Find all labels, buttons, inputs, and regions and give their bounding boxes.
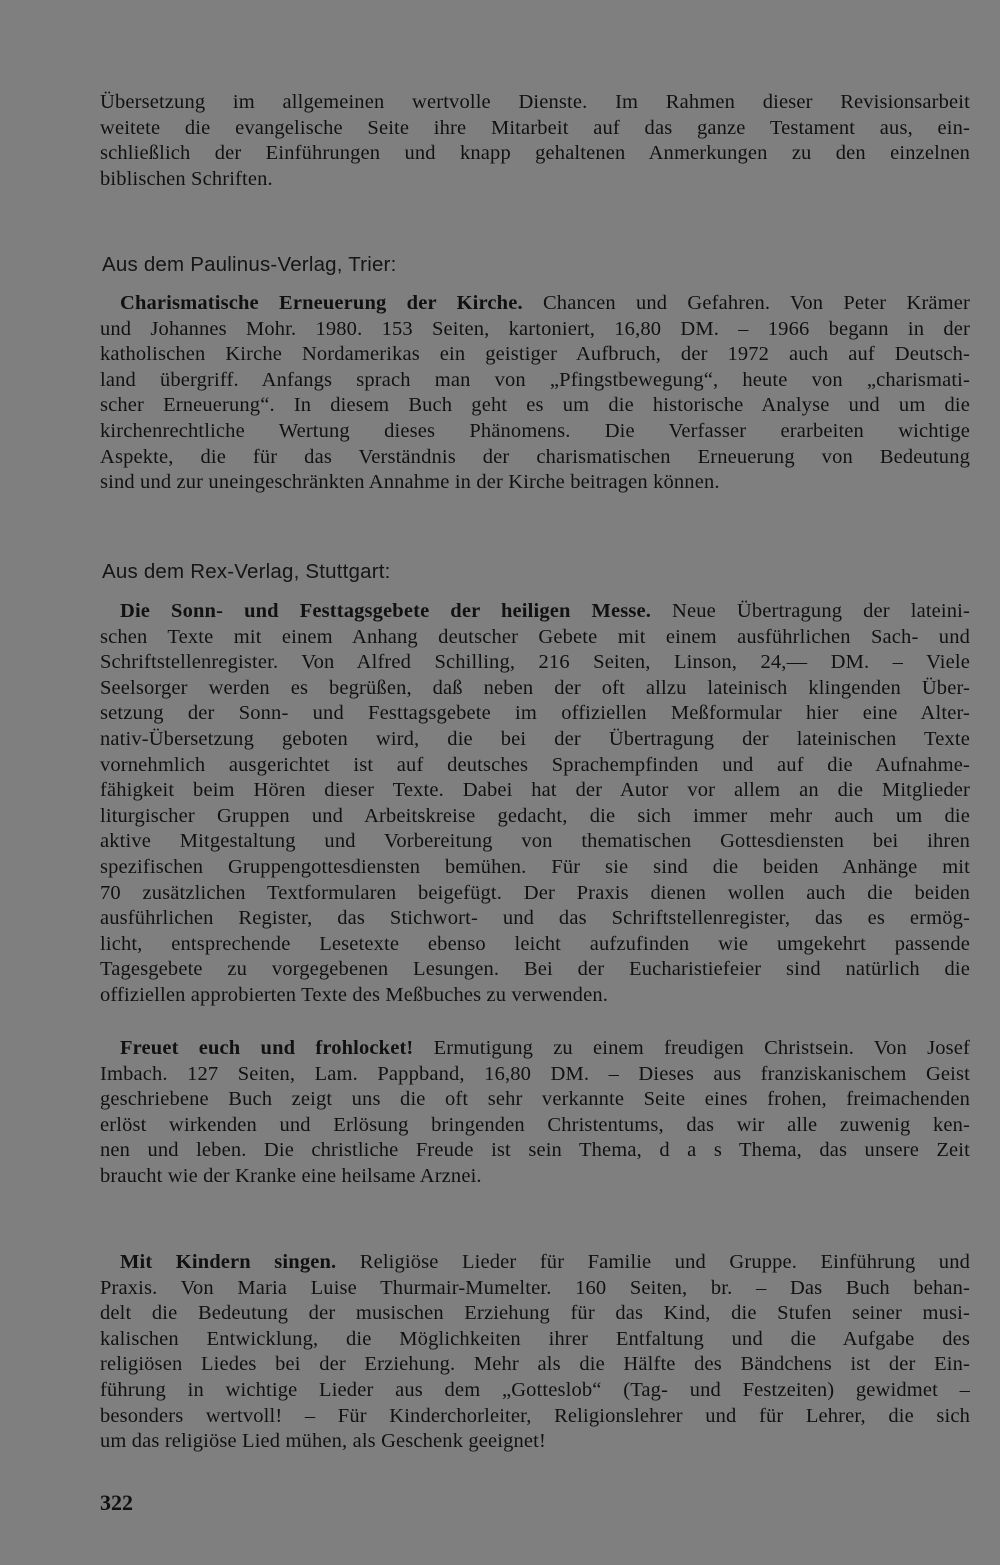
- text-line: Seelsorger werden es begrüßen, daß neben der oft allzu lateinisch klingenden Über-: [100, 676, 970, 699]
- entry-first-line: [100, 1250, 970, 1276]
- entry-first-line: [100, 1036, 970, 1062]
- book-title: Freuet euch und frohlocket!: [120, 1037, 414, 1059]
- book-entry-sonn-und-festtagsgebete: [100, 599, 970, 1009]
- text-line: liturgischer Gruppen und Arbeitskreise gedacht, die sich immer mehr auch um die: [100, 804, 970, 827]
- text-line: Imbach. 127 Seiten, Lam. Pappband, 16,80 DM. – Dieses aus franziskanischem Geist: [100, 1062, 970, 1085]
- text-line: schen Texte mit einem Anhang deutscher Gebete mit einem ausführlichen Sach- und: [100, 625, 970, 648]
- text-line: sind und zur uneingeschränkten Annahme in der Kirche beitragen können.: [100, 471, 720, 494]
- entry-first-line: [100, 599, 970, 625]
- entry-first-line-text: Ermutigung zu einem freudigen Christsein. Von Josef: [413, 1037, 970, 1059]
- book-entry-mit-kindern-singen: [100, 1250, 970, 1455]
- text-line: geschriebene Buch zeigt uns die oft sehr verkannte Seite eines frohen, freimachenden: [100, 1088, 970, 1111]
- intro-paragraph: [100, 90, 970, 192]
- text-line: braucht wie der Kranke eine heilsame Arznei.: [100, 1164, 482, 1187]
- text-line: Übersetzung im allgemeinen wertvolle Dienste. Im Rahmen dieser Revisionsarbeit: [100, 91, 970, 113]
- entry-first-line-text: Neue Übertragung der lateini-: [651, 600, 971, 622]
- publisher-heading-rex: Aus dem Rex-Verlag, Stuttgart:: [102, 560, 391, 583]
- text-line: Praxis. Von Maria Luise Thurmair-Mumelter. 160 Seiten, br. – Das Buch behan-: [100, 1276, 970, 1299]
- text-line: Aspekte, die für das Verständnis der charismatischen Erneuerung von Bedeutung: [100, 445, 970, 468]
- text-line: 70 zusätzlichen Textformularen beigefügt. Der Praxis dienen wollen auch die beiden: [100, 881, 970, 904]
- entry-first-line-text: Chancen und Gefahren. Von Peter Krämer: [522, 292, 970, 314]
- text-line: biblischen Schriften.: [100, 167, 273, 190]
- entry-first-line-text: Religiöse Lieder für Familie und Gruppe. Einführung und: [336, 1251, 971, 1273]
- text-line: nativ-Übersetzung geboten wird, die bei der Übertragung der lateinischen Texte: [100, 727, 970, 750]
- page-number: 322: [100, 1490, 133, 1515]
- publisher-heading-paulinus: Aus dem Paulinus-Verlag, Trier:: [102, 253, 397, 276]
- text-line: spezifischen Gruppengottesdiensten bemühen. Für sie sind die beiden Anhänge mit: [100, 855, 970, 878]
- text-line: licht, entsprechende Lesetexte ebenso leicht aufzufinden wie umgekehrt passende: [100, 932, 970, 955]
- text-line: kalischen Entwicklung, die Möglichkeiten ihrer Entfaltung und die Aufgabe des: [100, 1327, 970, 1350]
- text-line: fähigkeit beim Hören dieser Texte. Dabei hat der Autor vor allem an die Mitglieder: [100, 779, 970, 802]
- text-line: besonders wertvoll! – Für Kinderchorleiter, Religionslehrer und für Lehrer, die sich: [100, 1404, 970, 1427]
- text-line: offiziellen approbierten Texte des Meßbuches zu verwenden.: [100, 983, 608, 1006]
- text-line: scher Erneuerung“. In diesem Buch geht es um die historische Analyse und um die: [100, 394, 970, 417]
- book-title: Charismatische Erneuerung der Kirche.: [120, 292, 523, 314]
- text-line: kirchenrechtliche Wertung dieses Phänomens. Die Verfasser erarbeiten wichtige: [100, 419, 970, 442]
- text-line: schließlich der Einführungen und knapp gehaltenen Anmerkungen zu den einzelnen: [100, 142, 970, 165]
- text-line: Schriftstellenregister. Von Alfred Schilling, 216 Seiten, Linson, 24,— DM. – Viele: [100, 651, 970, 674]
- book-title: Die Sonn- und Festtagsgebete der heiligen Messe.: [120, 600, 652, 622]
- text-line: führung in wichtige Lieder aus dem „Gotteslob“ (Tag- und Festzeiten) gewidmet –: [100, 1378, 970, 1401]
- text-line: ausführlichen Register, das Stichwort- und das Schriftstellenregister, das es ermög-: [100, 907, 970, 930]
- text-line: land übergriff. Anfangs sprach man von „Pfingstbewegung“, heute von „charismati-: [100, 368, 970, 391]
- text-line: und Johannes Mohr. 1980. 153 Seiten, kartoniert, 16,80 DM. – 1966 begann in der: [100, 317, 970, 340]
- text-line: delt die Bedeutung der musischen Erziehung für das Kind, die Stufen seiner musi-: [100, 1302, 970, 1325]
- text-line: aktive Mitgestaltung und Vorbereitung von thematischen Gottesdiensten bei ihren: [100, 830, 970, 853]
- book-title: Mit Kindern singen.: [120, 1251, 337, 1273]
- text-line: weitete die evangelische Seite ihre Mitarbeit auf das ganze Testament aus, ein-: [100, 116, 970, 139]
- text-line: setzung der Sonn- und Festtagsgebete im offiziellen Meßformular hier eine Alter-: [100, 702, 970, 725]
- text-line: um das religiöse Lied mühen, als Geschenk geeignet!: [100, 1430, 546, 1453]
- text-line: erlöst wirkenden und Erlösung bringenden Christentums, das wir alle zuwenig ken-: [100, 1113, 970, 1136]
- text-line: katholischen Kirche Nordamerikas ein geistiger Aufbruch, der 1972 auch auf Deutsch-: [100, 343, 970, 366]
- text-line: Tagesgebete zu vorgegebenen Lesungen. Bei der Eucharistiefeier sind natürlich die: [100, 958, 970, 981]
- book-entry-freuet-euch: [100, 1036, 970, 1190]
- text-line: nen und leben. Die christliche Freude ist sein Thema, d a s Thema, das unsere Zeit: [100, 1139, 970, 1162]
- entry-first-line: [100, 291, 970, 317]
- text-line: religiösen Liedes bei der Erziehung. Mehr als die Hälfte des Bändchens ist der Ein-: [100, 1353, 970, 1376]
- text-line: vornehmlich ausgerichtet ist auf deutsches Sprachempfinden und auf die Aufnahme-: [100, 753, 970, 776]
- book-entry-charismatische-erneuerung: [100, 291, 970, 496]
